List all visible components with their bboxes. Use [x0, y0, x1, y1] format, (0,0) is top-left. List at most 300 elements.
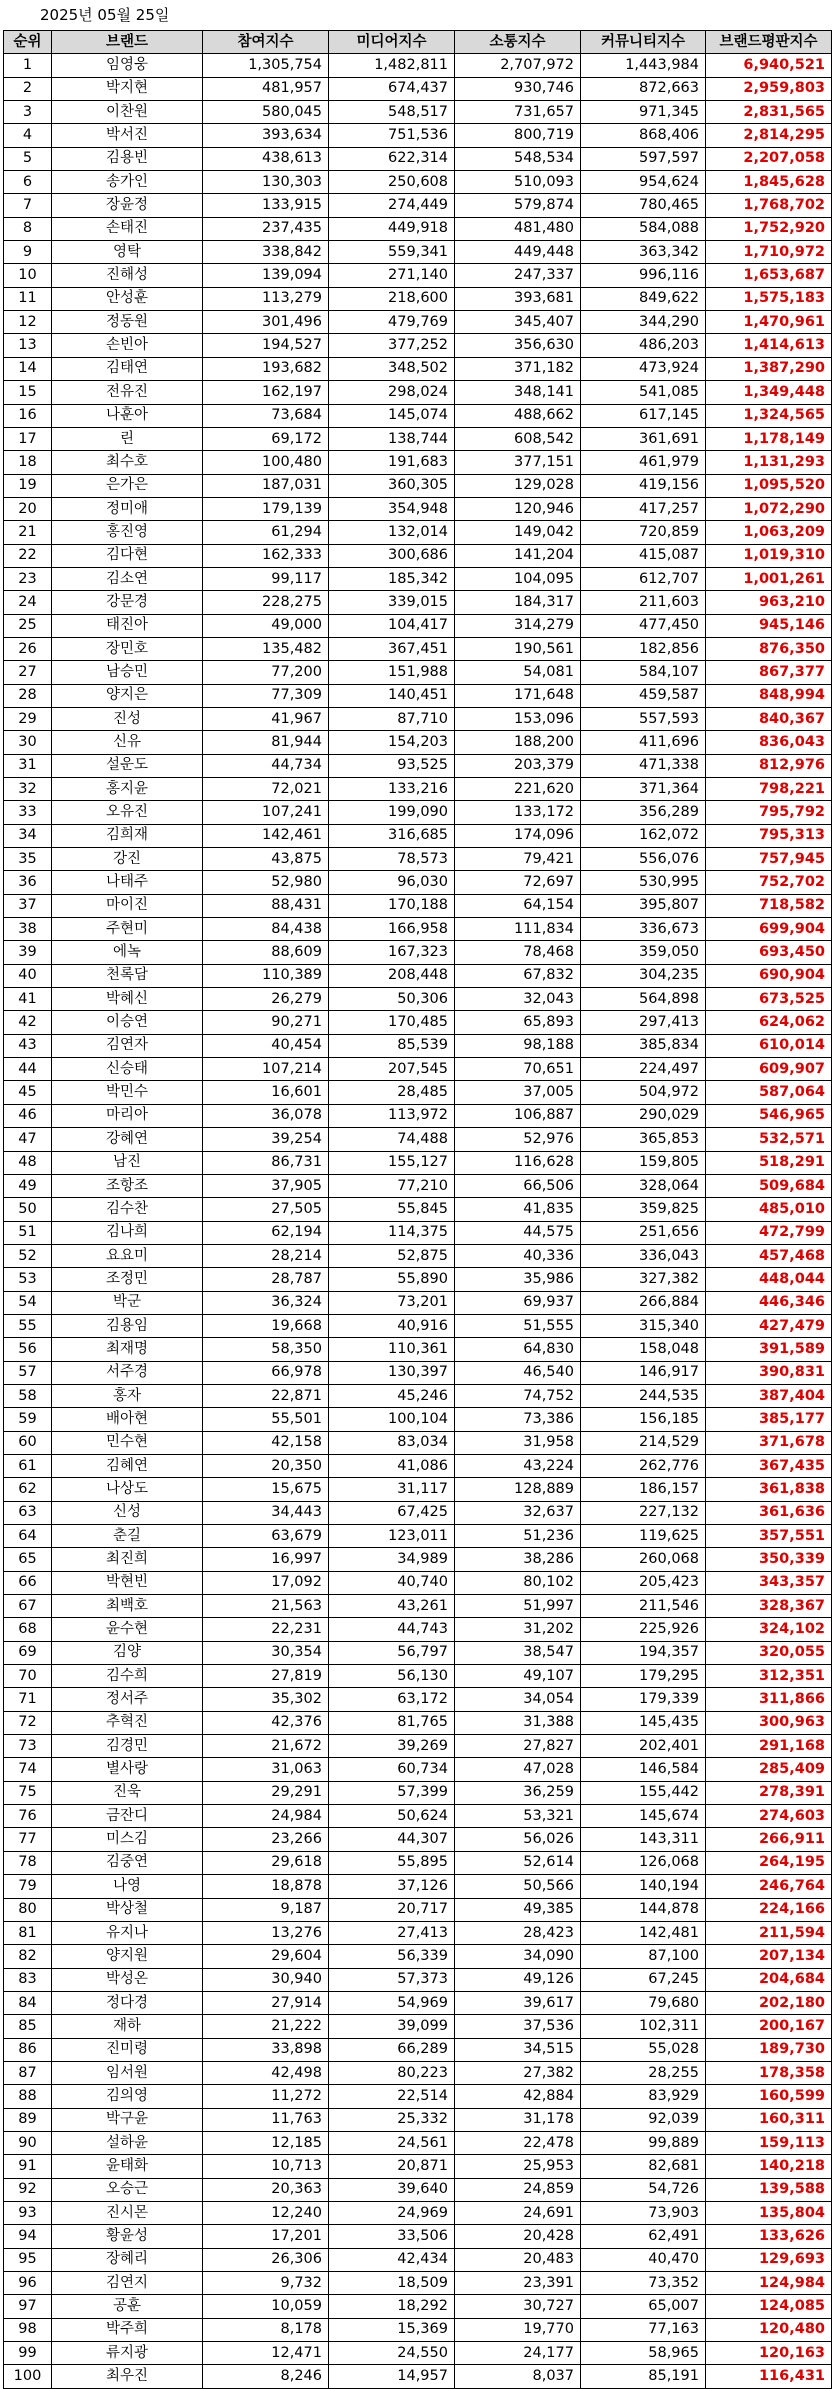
cell-brand: 박현빈 — [52, 1571, 203, 1594]
cell-brand: 민수현 — [52, 1431, 203, 1454]
cell-brand-reputation-index: 1,095,520 — [706, 474, 832, 497]
table-row — [4, 1735, 832, 1758]
cell-communication-index: 31,178 — [455, 2108, 581, 2131]
cell-media-index: 96,030 — [329, 871, 455, 894]
cell-brand-reputation-index: 2,207,058 — [706, 147, 832, 170]
cell-community-index: 211,546 — [581, 1595, 706, 1618]
table-row — [4, 1805, 832, 1828]
cell-brand: 설하윤 — [52, 2131, 203, 2154]
cell-rank: 21 — [4, 521, 52, 544]
cell-brand: 마리아 — [52, 1104, 203, 1127]
cell-participation-index: 24,984 — [203, 1805, 329, 1828]
cell-media-index: 298,024 — [329, 381, 455, 404]
cell-rank: 81 — [4, 1921, 52, 1944]
cell-media-index: 87,710 — [329, 707, 455, 730]
cell-media-index: 56,797 — [329, 1641, 455, 1664]
header-row — [4, 31, 832, 54]
cell-participation-index: 194,527 — [203, 334, 329, 357]
cell-communication-index: 116,628 — [455, 1151, 581, 1174]
cell-brand-reputation-index: 673,525 — [706, 988, 832, 1011]
cell-communication-index: 64,154 — [455, 894, 581, 917]
cell-participation-index: 130,303 — [203, 171, 329, 194]
table-row — [4, 778, 832, 801]
cell-participation-index: 31,063 — [203, 1758, 329, 1781]
cell-participation-index: 40,454 — [203, 1034, 329, 1057]
cell-communication-index: 548,534 — [455, 147, 581, 170]
cell-brand-reputation-index: 139,588 — [706, 2178, 832, 2201]
table-row — [4, 707, 832, 730]
cell-participation-index: 26,279 — [203, 988, 329, 1011]
cell-communication-index: 356,630 — [455, 334, 581, 357]
cell-communication-index: 106,887 — [455, 1104, 581, 1127]
cell-communication-index: 23,391 — [455, 2272, 581, 2295]
cell-brand-reputation-index: 1,349,448 — [706, 381, 832, 404]
cell-communication-index: 51,555 — [455, 1314, 581, 1337]
table-row — [4, 1991, 832, 2014]
cell-participation-index: 133,915 — [203, 194, 329, 217]
cell-community-index: 849,622 — [581, 287, 706, 310]
cell-brand: 전유진 — [52, 381, 203, 404]
cell-media-index: 207,545 — [329, 1058, 455, 1081]
cell-media-index: 110,361 — [329, 1338, 455, 1361]
cell-community-index: 584,107 — [581, 661, 706, 684]
cell-brand-reputation-index: 189,730 — [706, 2038, 832, 2061]
table-row — [4, 918, 832, 941]
cell-communication-index: 133,172 — [455, 801, 581, 824]
cell-participation-index: 29,604 — [203, 1945, 329, 1968]
cell-rank: 57 — [4, 1361, 52, 1384]
cell-participation-index: 11,272 — [203, 2085, 329, 2108]
table-row — [4, 1034, 832, 1057]
cell-participation-index: 237,435 — [203, 217, 329, 240]
cell-participation-index: 27,505 — [203, 1198, 329, 1221]
cell-rank: 88 — [4, 2085, 52, 2108]
cell-community-index: 315,340 — [581, 1314, 706, 1337]
cell-brand: 조항조 — [52, 1174, 203, 1197]
cell-community-index: 145,674 — [581, 1805, 706, 1828]
cell-community-index: 954,624 — [581, 171, 706, 194]
cell-rank: 1 — [4, 54, 52, 77]
cell-participation-index: 77,200 — [203, 661, 329, 684]
cell-rank: 42 — [4, 1011, 52, 1034]
cell-brand: 천록담 — [52, 964, 203, 987]
cell-community-index: 85,191 — [581, 2365, 706, 2388]
cell-brand-reputation-index: 690,904 — [706, 964, 832, 987]
cell-communication-index: 188,200 — [455, 731, 581, 754]
cell-brand-reputation-index: 320,055 — [706, 1641, 832, 1664]
cell-brand-reputation-index: 609,907 — [706, 1058, 832, 1081]
cell-participation-index: 107,214 — [203, 1058, 329, 1081]
cell-media-index: 60,734 — [329, 1758, 455, 1781]
table-row — [4, 334, 832, 357]
cell-brand: 박지현 — [52, 77, 203, 100]
cell-community-index: 260,068 — [581, 1548, 706, 1571]
cell-communication-index: 32,043 — [455, 988, 581, 1011]
cell-brand-reputation-index: 1,178,149 — [706, 427, 832, 450]
cell-media-index: 360,305 — [329, 474, 455, 497]
cell-rank: 70 — [4, 1665, 52, 1688]
cell-communication-index: 153,096 — [455, 707, 581, 730]
cell-brand-reputation-index: 350,339 — [706, 1548, 832, 1571]
cell-media-index: 100,104 — [329, 1408, 455, 1431]
table-row — [4, 381, 832, 404]
table-row — [4, 1641, 832, 1664]
cell-brand: 최재명 — [52, 1338, 203, 1361]
brand-reputation-table — [3, 30, 832, 2389]
cell-brand: 김용임 — [52, 1314, 203, 1337]
cell-participation-index: 99,117 — [203, 567, 329, 590]
table-row — [4, 217, 832, 240]
cell-community-index: 720,859 — [581, 521, 706, 544]
cell-media-index: 55,895 — [329, 1851, 455, 1874]
cell-brand-reputation-index: 291,168 — [706, 1735, 832, 1758]
cell-media-index: 85,539 — [329, 1034, 455, 1057]
cell-media-index: 34,989 — [329, 1548, 455, 1571]
cell-rank: 48 — [4, 1151, 52, 1174]
cell-rank: 77 — [4, 1828, 52, 1851]
cell-participation-index: 19,668 — [203, 1314, 329, 1337]
cell-community-index: 83,929 — [581, 2085, 706, 2108]
cell-participation-index: 62,194 — [203, 1221, 329, 1244]
cell-media-index: 93,525 — [329, 754, 455, 777]
table-row — [4, 2178, 832, 2201]
cell-media-index: 78,573 — [329, 848, 455, 871]
cell-communication-index: 73,386 — [455, 1408, 581, 1431]
cell-participation-index: 26,306 — [203, 2248, 329, 2271]
cell-brand-reputation-index: 1,575,183 — [706, 287, 832, 310]
cell-participation-index: 393,634 — [203, 124, 329, 147]
cell-communication-index: 79,421 — [455, 848, 581, 871]
cell-media-index: 354,948 — [329, 497, 455, 520]
cell-rank: 75 — [4, 1781, 52, 1804]
cell-brand-reputation-index: 1,324,565 — [706, 404, 832, 427]
table-row — [4, 801, 832, 824]
cell-rank: 53 — [4, 1268, 52, 1291]
cell-rank: 89 — [4, 2108, 52, 2131]
table-row — [4, 2248, 832, 2271]
cell-community-index: 99,889 — [581, 2131, 706, 2154]
cell-brand-reputation-index: 446,346 — [706, 1291, 832, 1314]
cell-rank: 64 — [4, 1525, 52, 1548]
cell-communication-index: 32,637 — [455, 1501, 581, 1524]
header-brand: 브랜드 — [52, 31, 203, 54]
cell-media-index: 31,117 — [329, 1478, 455, 1501]
cell-community-index: 158,048 — [581, 1338, 706, 1361]
cell-participation-index: 10,059 — [203, 2295, 329, 2318]
cell-rank: 58 — [4, 1384, 52, 1407]
table-row — [4, 1268, 832, 1291]
table-row — [4, 2295, 832, 2318]
cell-communication-index: 34,515 — [455, 2038, 581, 2061]
cell-rank: 44 — [4, 1058, 52, 1081]
cell-participation-index: 81,944 — [203, 731, 329, 754]
cell-media-index: 133,216 — [329, 778, 455, 801]
cell-brand: 박구윤 — [52, 2108, 203, 2131]
cell-communication-index: 149,042 — [455, 521, 581, 544]
table-row — [4, 1921, 832, 1944]
table-row — [4, 1968, 832, 1991]
cell-brand-reputation-index: 876,350 — [706, 637, 832, 660]
cell-participation-index: 100,480 — [203, 451, 329, 474]
cell-communication-index: 34,090 — [455, 1945, 581, 1968]
cell-brand-reputation-index: 1,387,290 — [706, 357, 832, 380]
table-row — [4, 241, 832, 264]
cell-communication-index: 371,182 — [455, 357, 581, 380]
cell-rank: 22 — [4, 544, 52, 567]
cell-rank: 46 — [4, 1104, 52, 1127]
cell-community-index: 142,481 — [581, 1921, 706, 1944]
cell-participation-index: 338,842 — [203, 241, 329, 264]
cell-brand: 김경민 — [52, 1735, 203, 1758]
cell-brand: 박상철 — [52, 1898, 203, 1921]
cell-brand-reputation-index: 343,357 — [706, 1571, 832, 1594]
cell-participation-index: 72,021 — [203, 778, 329, 801]
cell-brand: 박민수 — [52, 1081, 203, 1104]
cell-communication-index: 128,889 — [455, 1478, 581, 1501]
cell-community-index: 55,028 — [581, 2038, 706, 2061]
cell-communication-index: 72,697 — [455, 871, 581, 894]
cell-communication-index: 66,506 — [455, 1174, 581, 1197]
cell-rank: 39 — [4, 941, 52, 964]
cell-communication-index: 44,575 — [455, 1221, 581, 1244]
cell-brand-reputation-index: 1,845,628 — [706, 171, 832, 194]
cell-participation-index: 1,305,754 — [203, 54, 329, 77]
cell-brand: 신유 — [52, 731, 203, 754]
table-row — [4, 591, 832, 614]
cell-community-index: 146,584 — [581, 1758, 706, 1781]
cell-brand-reputation-index: 178,358 — [706, 2061, 832, 2084]
cell-participation-index: 29,291 — [203, 1781, 329, 1804]
table-row — [4, 1571, 832, 1594]
cell-brand-reputation-index: 116,431 — [706, 2365, 832, 2388]
table-row — [4, 1758, 832, 1781]
cell-community-index: 224,497 — [581, 1058, 706, 1081]
cell-communication-index: 22,478 — [455, 2131, 581, 2154]
cell-media-index: 55,890 — [329, 1268, 455, 1291]
cell-brand: 이승연 — [52, 1011, 203, 1034]
table-row — [4, 1221, 832, 1244]
cell-brand-reputation-index: 204,684 — [706, 1968, 832, 1991]
cell-community-index: 227,132 — [581, 1501, 706, 1524]
cell-rank: 99 — [4, 2342, 52, 2365]
table-row — [4, 77, 832, 100]
table-row — [4, 824, 832, 847]
table-row — [4, 1314, 832, 1337]
cell-community-index: 244,535 — [581, 1384, 706, 1407]
cell-rank: 84 — [4, 1991, 52, 2014]
cell-rank: 27 — [4, 661, 52, 684]
cell-rank: 76 — [4, 1805, 52, 1828]
table-row — [4, 1781, 832, 1804]
cell-media-index: 140,451 — [329, 684, 455, 707]
cell-participation-index: 90,271 — [203, 1011, 329, 1034]
cell-rank: 18 — [4, 451, 52, 474]
cell-brand: 나상도 — [52, 1478, 203, 1501]
cell-brand-reputation-index: 202,180 — [706, 1991, 832, 2014]
cell-communication-index: 481,480 — [455, 217, 581, 240]
cell-communication-index: 49,126 — [455, 1968, 581, 1991]
table-row — [4, 171, 832, 194]
table-row — [4, 101, 832, 124]
table-body — [4, 54, 832, 2388]
cell-communication-index: 38,547 — [455, 1641, 581, 1664]
table-row — [4, 357, 832, 380]
cell-community-index: 144,878 — [581, 1898, 706, 1921]
cell-brand: 정다경 — [52, 1991, 203, 2014]
cell-community-index: 361,691 — [581, 427, 706, 450]
cell-media-index: 45,246 — [329, 1384, 455, 1407]
cell-brand: 린 — [52, 427, 203, 450]
cell-rank: 34 — [4, 824, 52, 847]
table-row — [4, 2225, 832, 2248]
table-row — [4, 2318, 832, 2341]
cell-media-index: 24,969 — [329, 2201, 455, 2224]
cell-brand: 최우진 — [52, 2365, 203, 2388]
cell-brand-reputation-index: 518,291 — [706, 1151, 832, 1174]
cell-media-index: 52,875 — [329, 1244, 455, 1267]
cell-brand: 에녹 — [52, 941, 203, 964]
cell-rank: 52 — [4, 1244, 52, 1267]
cell-rank: 59 — [4, 1408, 52, 1431]
cell-media-index: 43,261 — [329, 1595, 455, 1618]
cell-community-index: 419,156 — [581, 474, 706, 497]
table-row — [4, 54, 832, 77]
cell-participation-index: 29,618 — [203, 1851, 329, 1874]
cell-participation-index: 21,222 — [203, 2015, 329, 2038]
cell-brand: 강혜연 — [52, 1128, 203, 1151]
cell-participation-index: 107,241 — [203, 801, 329, 824]
cell-rank: 54 — [4, 1291, 52, 1314]
cell-participation-index: 41,967 — [203, 707, 329, 730]
table-row — [4, 567, 832, 590]
cell-participation-index: 179,139 — [203, 497, 329, 520]
cell-community-index: 214,529 — [581, 1431, 706, 1454]
cell-brand-reputation-index: 266,911 — [706, 1828, 832, 1851]
cell-brand: 홍지윤 — [52, 778, 203, 801]
cell-media-index: 15,369 — [329, 2318, 455, 2341]
cell-brand-reputation-index: 1,072,290 — [706, 497, 832, 520]
table-row — [4, 311, 832, 334]
table-row — [4, 2015, 832, 2038]
cell-brand-reputation-index: 6,940,521 — [706, 54, 832, 77]
cell-brand-reputation-index: 120,480 — [706, 2318, 832, 2341]
cell-brand: 박서진 — [52, 124, 203, 147]
cell-community-index: 415,087 — [581, 544, 706, 567]
cell-communication-index: 488,662 — [455, 404, 581, 427]
table-row — [4, 1548, 832, 1571]
cell-brand: 김혜연 — [52, 1454, 203, 1477]
cell-participation-index: 162,197 — [203, 381, 329, 404]
cell-communication-index: 247,337 — [455, 264, 581, 287]
cell-media-index: 27,413 — [329, 1921, 455, 1944]
cell-brand-reputation-index: 472,799 — [706, 1221, 832, 1244]
cell-rank: 63 — [4, 1501, 52, 1524]
cell-brand: 영탁 — [52, 241, 203, 264]
table-row — [4, 2131, 832, 2154]
cell-rank: 15 — [4, 381, 52, 404]
cell-community-index: 336,673 — [581, 918, 706, 941]
table-row — [4, 1454, 832, 1477]
cell-communication-index: 111,834 — [455, 918, 581, 941]
cell-participation-index: 23,266 — [203, 1828, 329, 1851]
cell-rank: 40 — [4, 964, 52, 987]
cell-communication-index: 377,151 — [455, 451, 581, 474]
cell-community-index: 102,311 — [581, 2015, 706, 2038]
cell-rank: 24 — [4, 591, 52, 614]
cell-brand: 황윤성 — [52, 2225, 203, 2248]
table-row — [4, 1408, 832, 1431]
cell-community-index: 971,345 — [581, 101, 706, 124]
table-row — [4, 1851, 832, 1874]
table-row — [4, 1711, 832, 1734]
cell-media-index: 271,140 — [329, 264, 455, 287]
cell-brand-reputation-index: 385,177 — [706, 1408, 832, 1431]
cell-brand: 양지원 — [52, 1945, 203, 1968]
cell-brand-reputation-index: 624,062 — [706, 1011, 832, 1034]
cell-brand: 손태진 — [52, 217, 203, 240]
cell-community-index: 411,696 — [581, 731, 706, 754]
cell-brand: 신성 — [52, 1501, 203, 1524]
cell-brand: 김수희 — [52, 1665, 203, 1688]
cell-community-index: 251,656 — [581, 1221, 706, 1244]
cell-media-index: 24,561 — [329, 2131, 455, 2154]
cell-brand-reputation-index: 159,113 — [706, 2131, 832, 2154]
cell-community-index: 395,807 — [581, 894, 706, 917]
table-row — [4, 731, 832, 754]
cell-rank: 100 — [4, 2365, 52, 2388]
cell-brand: 강문경 — [52, 591, 203, 614]
cell-brand: 송가인 — [52, 171, 203, 194]
cell-participation-index: 110,389 — [203, 964, 329, 987]
cell-participation-index: 30,940 — [203, 1968, 329, 1991]
cell-brand: 강진 — [52, 848, 203, 871]
cell-media-index: 56,130 — [329, 1665, 455, 1688]
cell-rank: 73 — [4, 1735, 52, 1758]
cell-community-index: 363,342 — [581, 241, 706, 264]
cell-media-index: 74,488 — [329, 1128, 455, 1151]
cell-rank: 36 — [4, 871, 52, 894]
cell-communication-index: 449,448 — [455, 241, 581, 264]
cell-brand: 최진희 — [52, 1548, 203, 1571]
cell-community-index: 79,680 — [581, 1991, 706, 2014]
cell-participation-index: 10,713 — [203, 2155, 329, 2178]
cell-brand-reputation-index: 610,014 — [706, 1034, 832, 1057]
cell-participation-index: 113,279 — [203, 287, 329, 310]
cell-participation-index: 84,438 — [203, 918, 329, 941]
cell-media-index: 24,550 — [329, 2342, 455, 2365]
cell-rank: 62 — [4, 1478, 52, 1501]
table-row — [4, 404, 832, 427]
cell-communication-index: 31,388 — [455, 1711, 581, 1734]
cell-media-index: 14,957 — [329, 2365, 455, 2388]
cell-rank: 50 — [4, 1198, 52, 1221]
table-row — [4, 1244, 832, 1267]
cell-communication-index: 174,096 — [455, 824, 581, 847]
cell-brand-reputation-index: 371,678 — [706, 1431, 832, 1454]
cell-participation-index: 16,997 — [203, 1548, 329, 1571]
cell-brand: 김중연 — [52, 1851, 203, 1874]
cell-community-index: 225,926 — [581, 1618, 706, 1641]
cell-participation-index: 63,679 — [203, 1525, 329, 1548]
cell-media-index: 67,425 — [329, 1501, 455, 1524]
cell-brand: 양지은 — [52, 684, 203, 707]
cell-community-index: 186,157 — [581, 1478, 706, 1501]
cell-brand-reputation-index: 390,831 — [706, 1361, 832, 1384]
cell-participation-index: 39,254 — [203, 1128, 329, 1151]
cell-rank: 28 — [4, 684, 52, 707]
cell-rank: 4 — [4, 124, 52, 147]
cell-media-index: 548,517 — [329, 101, 455, 124]
